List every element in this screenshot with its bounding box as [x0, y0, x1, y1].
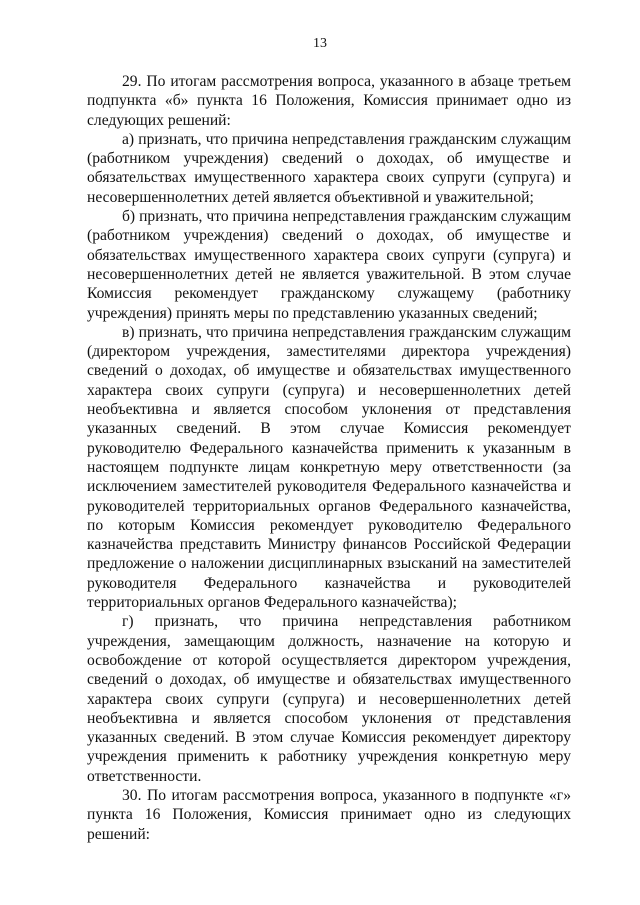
paragraph-29-v: в) признать, что причина непредставления гражданским служащим (директором учреждения, заместителями директора учреждения) сведений о доходах, об имуществе и обязательствах имущественного характера своих супруги (супруга) и несовершеннолетних детей необъективна и является способом уклонения от представления указанных сведений. В этом случае Комиссия рекомендует руководителю Федерального казначейства применить к указанным в настоящем подпункте лицам конкретную меру ответственности (за исключением заместителей руководителя Федерального казначейства и руководителей территориальных органов Федерального казначейства, по которым Комиссия рекомендует руководителю Федерального казначейства представить Министру финансов Российской Федерации предложение о наложении дисциплинарных взысканий на заместителей руководителя Федерального казначейства и руководителей территориальных органов Федерального казначейства); — [87, 323, 571, 612]
page-number: 13 — [313, 36, 327, 51]
paragraph-29-a: а) признать, что причина непредставления гражданским служащим (работником учреждения) сведений о доходах, об имуществе и обязательствах имущественного характера своих супруги (супруга) и несовершеннолетних детей является объективной и уважительной; — [87, 130, 571, 206]
document-body — [87, 72, 571, 844]
paragraph-29-b: б) признать, что причина непредставления гражданским служащим (работником учреждения) сведений о доходах, об имуществе и обязательствах имущественного характера своих супруги (супруга) и несовершеннолетних детей не является уважительной. В этом случае Комиссия рекомендует гражданскому служащему (работнику учреждения) принять меры по представлению указанных сведений; — [87, 208, 571, 322]
paragraph-30: 30. По итогам рассмотрения вопроса, указанного в подпункте «г» пункта 16 Положения, Комиссия принимает одно из следующих решений: — [87, 786, 571, 843]
paragraph-29: 29. По итогам рассмотрения вопроса, указанного в абзаце третьем подпункта «б» пункта 16 Положения, Комиссия принимает одно из следующих решений: — [87, 73, 571, 129]
paragraph-29-g: г) признать, что причина непредставления работником учреждения, замещающим должность, назначение на которую и освобождение от которой осуществляется директором учреждения, сведений о доходах, об имуществе и обязательствах имущественного характера своих супруги (супруга) и несовершеннолетних детей необъективна и является способом уклонения от представления указанных сведений. В этом случае Комиссия рекомендует директору учреждения применить к работнику учреждения конкретную меру ответственности. — [87, 613, 571, 785]
